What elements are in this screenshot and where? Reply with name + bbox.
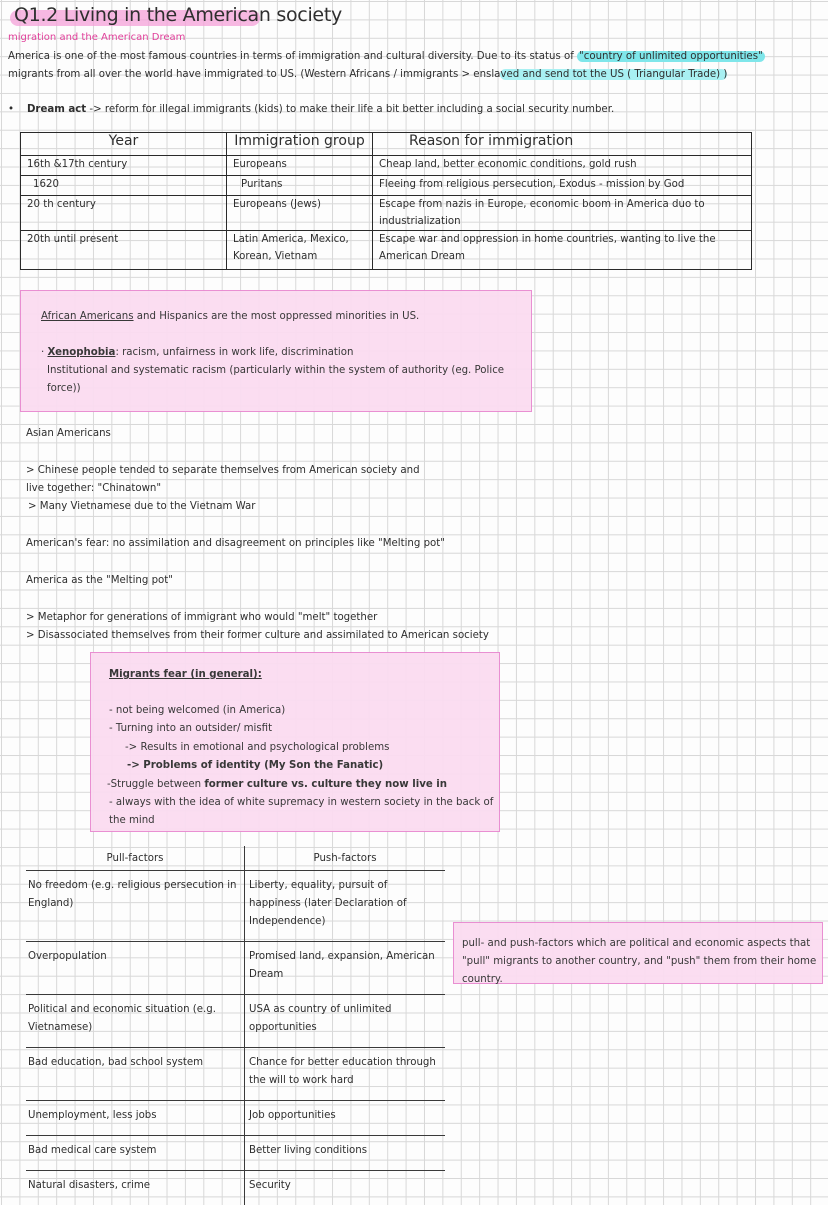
migrants-fear-line: -> Results in emotional and psychological problems: [125, 739, 389, 757]
side-note-box: [453, 922, 823, 984]
migrants-fear-heading: [109, 666, 262, 684]
table-row: [26, 995, 445, 1048]
table-cell: Fleeing from religious persecution, Exodus - mission by God: [373, 176, 752, 196]
dream-act-text: -> reform for illegal immigrants (kids) to make their life a bit better including a social security number.: [86, 104, 614, 115]
immigration-table: [20, 132, 752, 270]
intro-highlight-2: ved and send tot the US ( Triangular Trade) ): [500, 69, 727, 80]
table-cell: No freedom (e.g. religious persecution in England): [26, 871, 245, 942]
melting-pot-point-2: > Disassociated themselves from their former culture and assimilated to American society: [26, 627, 489, 645]
table-row: [26, 871, 445, 942]
intro-highlight-1: "country of unlimited opportunities": [577, 51, 765, 62]
table-header: Pull-factors: [26, 846, 245, 871]
african-americans-term: African Americans: [41, 311, 134, 322]
table-cell: Europeans: [227, 156, 373, 176]
table-row: [26, 942, 445, 995]
table-header-row: [21, 133, 752, 156]
table-cell: Latin America, Mexico, Korean, Vietnam: [227, 231, 373, 270]
intro-text-2: migrants from all over the world have immigrated to US. (Western Africans / immigrants > ensla: [8, 69, 500, 80]
table-header: Immigration group: [227, 133, 373, 156]
minorities-line-1: [41, 308, 419, 326]
struggle-bold-text: former culture vs. culture they now live in: [204, 779, 447, 790]
table-row: [21, 156, 752, 176]
american-fear-line: American's fear: no assimilation and disagreement on principles like "Melting pot": [26, 535, 445, 553]
table-cell: Promised land, expansion, American Dream: [245, 942, 446, 995]
table-header: Year: [21, 133, 227, 156]
migrants-fear-line: [107, 776, 447, 794]
table-cell: Unemployment, less jobs: [26, 1101, 245, 1136]
table-cell: Natural disasters, crime: [26, 1171, 245, 1205]
page-title: Q1.2 Living in the American society: [14, 4, 342, 26]
dream-act-bullet: [8, 104, 614, 115]
table-row: [26, 1101, 445, 1136]
table-cell: Chance for better education through the will to work hard: [245, 1048, 446, 1101]
migrants-fear-line: - not being welcomed (in America): [109, 702, 285, 720]
asian-point-2: > Many Vietnamese due to the Vietnam War: [28, 498, 255, 516]
minorities-line-1-text: and Hispanics are the most oppressed minorities in US.: [134, 311, 420, 322]
table-header: Reason for immigration: [373, 133, 752, 156]
asian-heading: Asian Americans: [26, 425, 111, 443]
table-cell: Overpopulation: [26, 942, 245, 995]
table-cell: Escape from nazis in Europe, economic boom in America duo to industrialization: [373, 196, 752, 231]
melting-pot-point-1: > Metaphor for generations of immigrant who would "melt" together: [26, 609, 377, 627]
migrants-fear-line: - always with the idea of white supremacy in western society in the back of the mind: [109, 794, 499, 830]
table-cell: 20 th century: [21, 196, 227, 231]
dream-act-label: Dream act: [27, 104, 86, 115]
migrants-fear-line: - Turning into an outsider/ misfit: [109, 720, 272, 738]
table-row: [21, 231, 752, 270]
table-cell: Job opportunities: [245, 1101, 446, 1136]
bullet-dot-icon: ·: [41, 347, 47, 358]
table-header-row: [26, 846, 445, 871]
table-cell: Cheap land, better economic conditions, gold rush: [373, 156, 752, 176]
migrants-fear-box: [90, 652, 500, 832]
xenophobia-term: Xenophobia: [47, 347, 115, 358]
table-header: Push-factors: [245, 846, 446, 871]
migrants-fear-line: -> Problems of identity (My Son the Fanatic): [127, 757, 383, 775]
factors-table: [26, 846, 445, 1205]
table-cell: 20th until present: [21, 231, 227, 270]
xenophobia-text: : racism, unfairness in work life, discrimination: [115, 347, 353, 358]
migrants-fear-heading-text: Migrants fear (in general):: [109, 669, 262, 680]
bullet-dot-icon: •: [8, 104, 27, 115]
table-cell: Better living conditions: [245, 1136, 446, 1171]
melting-pot-heading: America as the "Melting pot": [26, 572, 173, 590]
institutional-racism-line: Institutional and systematic racism (particularly within the system of authority (eg. Police force)): [47, 362, 531, 398]
table-cell: Security: [245, 1171, 446, 1205]
intro-text-1: America is one of the most famous countries in terms of immigration and cultural diversity. Due to its status of: [8, 51, 577, 62]
struggle-text: -Struggle between: [107, 779, 204, 790]
table-cell: Political and economic situation (e.g. Vietnamese): [26, 995, 245, 1048]
intro-paragraph: [8, 48, 808, 84]
table-cell: Europeans (Jews): [227, 196, 373, 231]
table-cell: Liberty, equality, pursuit of happiness (later Declaration of Independence): [245, 871, 446, 942]
table-row: [26, 1048, 445, 1101]
table-cell: Escape war and oppression in home countries, wanting to live the American Dream: [373, 231, 752, 270]
asian-point-1: > Chinese people tended to separate themselves from American society and live together: "Chinatown": [26, 462, 426, 498]
table-cell: USA as country of unlimited opportunities: [245, 995, 446, 1048]
table-row: [21, 176, 752, 196]
table-cell: Bad medical care system: [26, 1136, 245, 1171]
table-cell: Puritans: [227, 176, 373, 196]
table-row: [21, 196, 752, 231]
table-cell: Bad education, bad school system: [26, 1048, 245, 1101]
side-note-text: pull- and push-factors which are political and economic aspects that "pull" migrants to another country, and "push" them from their home country.: [462, 935, 822, 989]
table-row: [26, 1136, 445, 1171]
table-cell: 16th &17th century: [21, 156, 227, 176]
minorities-box: [20, 290, 532, 412]
xenophobia-line: [41, 344, 353, 362]
table-cell: 1620: [21, 176, 227, 196]
page-subtitle: migration and the American Dream: [8, 32, 185, 43]
table-row: [26, 1171, 445, 1205]
